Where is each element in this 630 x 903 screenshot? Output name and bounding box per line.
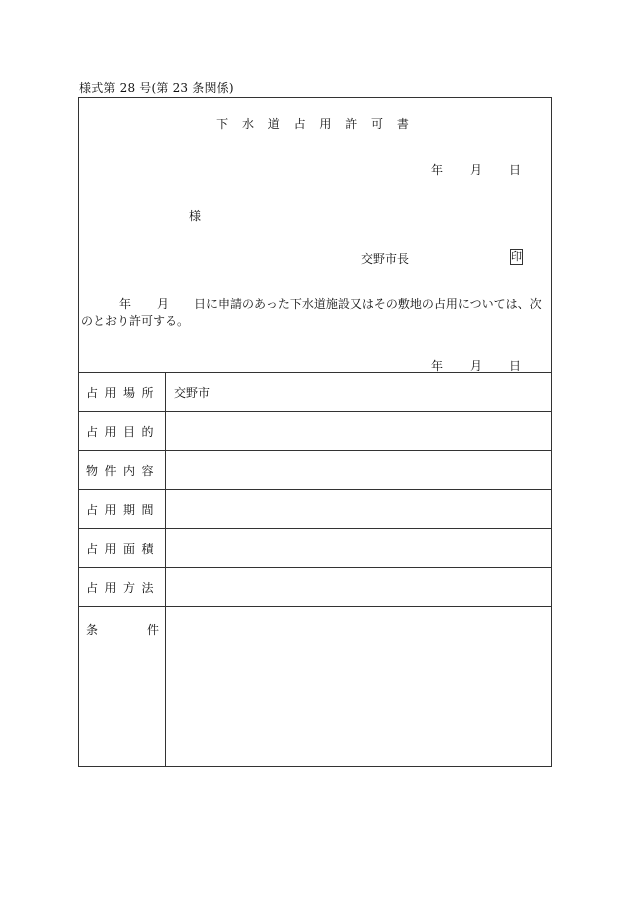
document-title: 下 水 道 占 用 許 可 書: [216, 117, 414, 131]
seal-mark: 印: [511, 250, 522, 263]
occupancy-location-label: 占用場所: [79, 373, 166, 411]
issue-date: [431, 161, 521, 178]
occupancy-period-label: 占用期間: [79, 490, 166, 528]
occupancy-purpose-label: 占用目的: [79, 412, 166, 450]
table-row: [79, 372, 551, 411]
permit-form: [78, 97, 552, 767]
date-month: 月: [469, 163, 482, 177]
table-row: [79, 489, 551, 528]
permit-details-table: [79, 372, 551, 767]
table-row: [79, 528, 551, 567]
date-year: 年: [430, 163, 443, 177]
form-number: 様式第 28 号(第 23 条関係): [79, 81, 234, 95]
conditions-label-right: 件: [146, 623, 159, 637]
date-year: 年: [430, 359, 443, 373]
addressee-suffix: 様: [189, 209, 202, 223]
permit-body-text: [81, 296, 549, 330]
table-row: [79, 411, 551, 450]
occupancy-area-label: 占用面積: [79, 529, 166, 567]
date-day: 日: [508, 359, 521, 373]
date-month: 月: [469, 359, 482, 373]
table-row: [79, 606, 551, 767]
body-text: 日に申請のあった下水道施設又はその敷地の占用については、次のとおり許可する。: [81, 297, 542, 328]
conditions-label-left: 条: [86, 623, 99, 637]
issuer-name: 交野市長: [361, 252, 410, 266]
table-row: [79, 450, 551, 489]
occupancy-location-value: 交野市: [174, 385, 211, 400]
conditions-label: [79, 607, 166, 767]
body-year: 年: [119, 297, 132, 311]
date-day: 日: [508, 163, 521, 177]
occupancy-method-label: 占用方法: [79, 568, 166, 606]
table-row: [79, 567, 551, 606]
object-content-label: 物件内容: [79, 451, 166, 489]
body-month: 月: [157, 297, 170, 311]
